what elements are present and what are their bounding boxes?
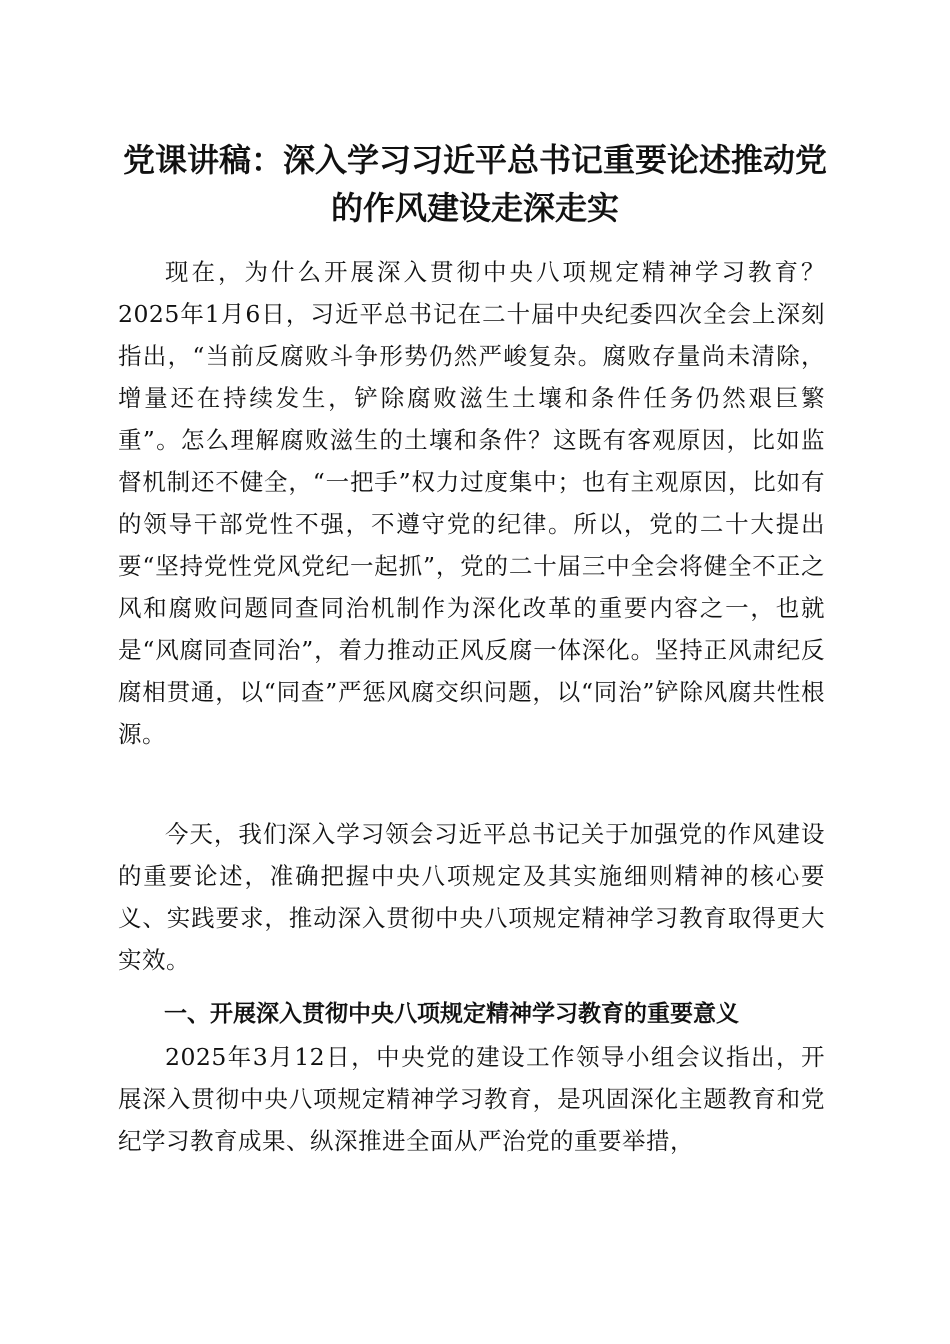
section-heading: 一、开展深入贯彻中央八项规定精神学习教育的重要意义 bbox=[164, 1001, 739, 1027]
paragraph-section-one: 2025年3月12日，中央党的建设工作领导小组会议指出，开展深入贯彻中央八项规定精神学习教育，是巩固深化主题教育和党纪学习教育成果、纵深推进全面从严治党的重要举措， bbox=[118, 1043, 825, 1155]
paragraph-intro: 现在，为什么开展深入贯彻中央八项规定精神学习教育？2025年1月6日，习近平总书记在二十届中央纪委四次全会上深刻指出，“当前反腐败斗争形势仍然严峻复杂。腐败存量尚未清除，增量还在持续发生，铲除腐败滋生土壤和条件任务仍然艰巨繁重”。怎么理解腐败滋生的土壤和条件？这既有客观原因，比如监督机制还不健全，“一把手”权力过度集中；也有主观原因，比如有的领导干部党性不强，不遵守党的纪律。所以，党的二十大提出要“坚持党性党风党纪一起抓”，党的二十届三中全会将健全不正之风和腐败问题同查同治机制作为深化改革的重要内容之一，也就是“风腐同查同治”，着力推动正风反腐一体深化。坚持正风肃纪反腐相贯通，以“同查”严惩风腐交织问题，以“同治”铲除风腐共性根源。 bbox=[118, 258, 825, 748]
paragraph-today: 今天，我们深入学习领会习近平总书记关于加强党的作风建设的重要论述，准确把握中央八项规定及其实施细则精神的核心要义、实践要求，推动深入贯彻中央八项规定精神学习教育取得更大实效。 bbox=[118, 820, 825, 974]
document-title: 党课讲稿：深入学习习近平总书记重要论述推动党的作风建设走深走实 bbox=[122, 141, 827, 227]
